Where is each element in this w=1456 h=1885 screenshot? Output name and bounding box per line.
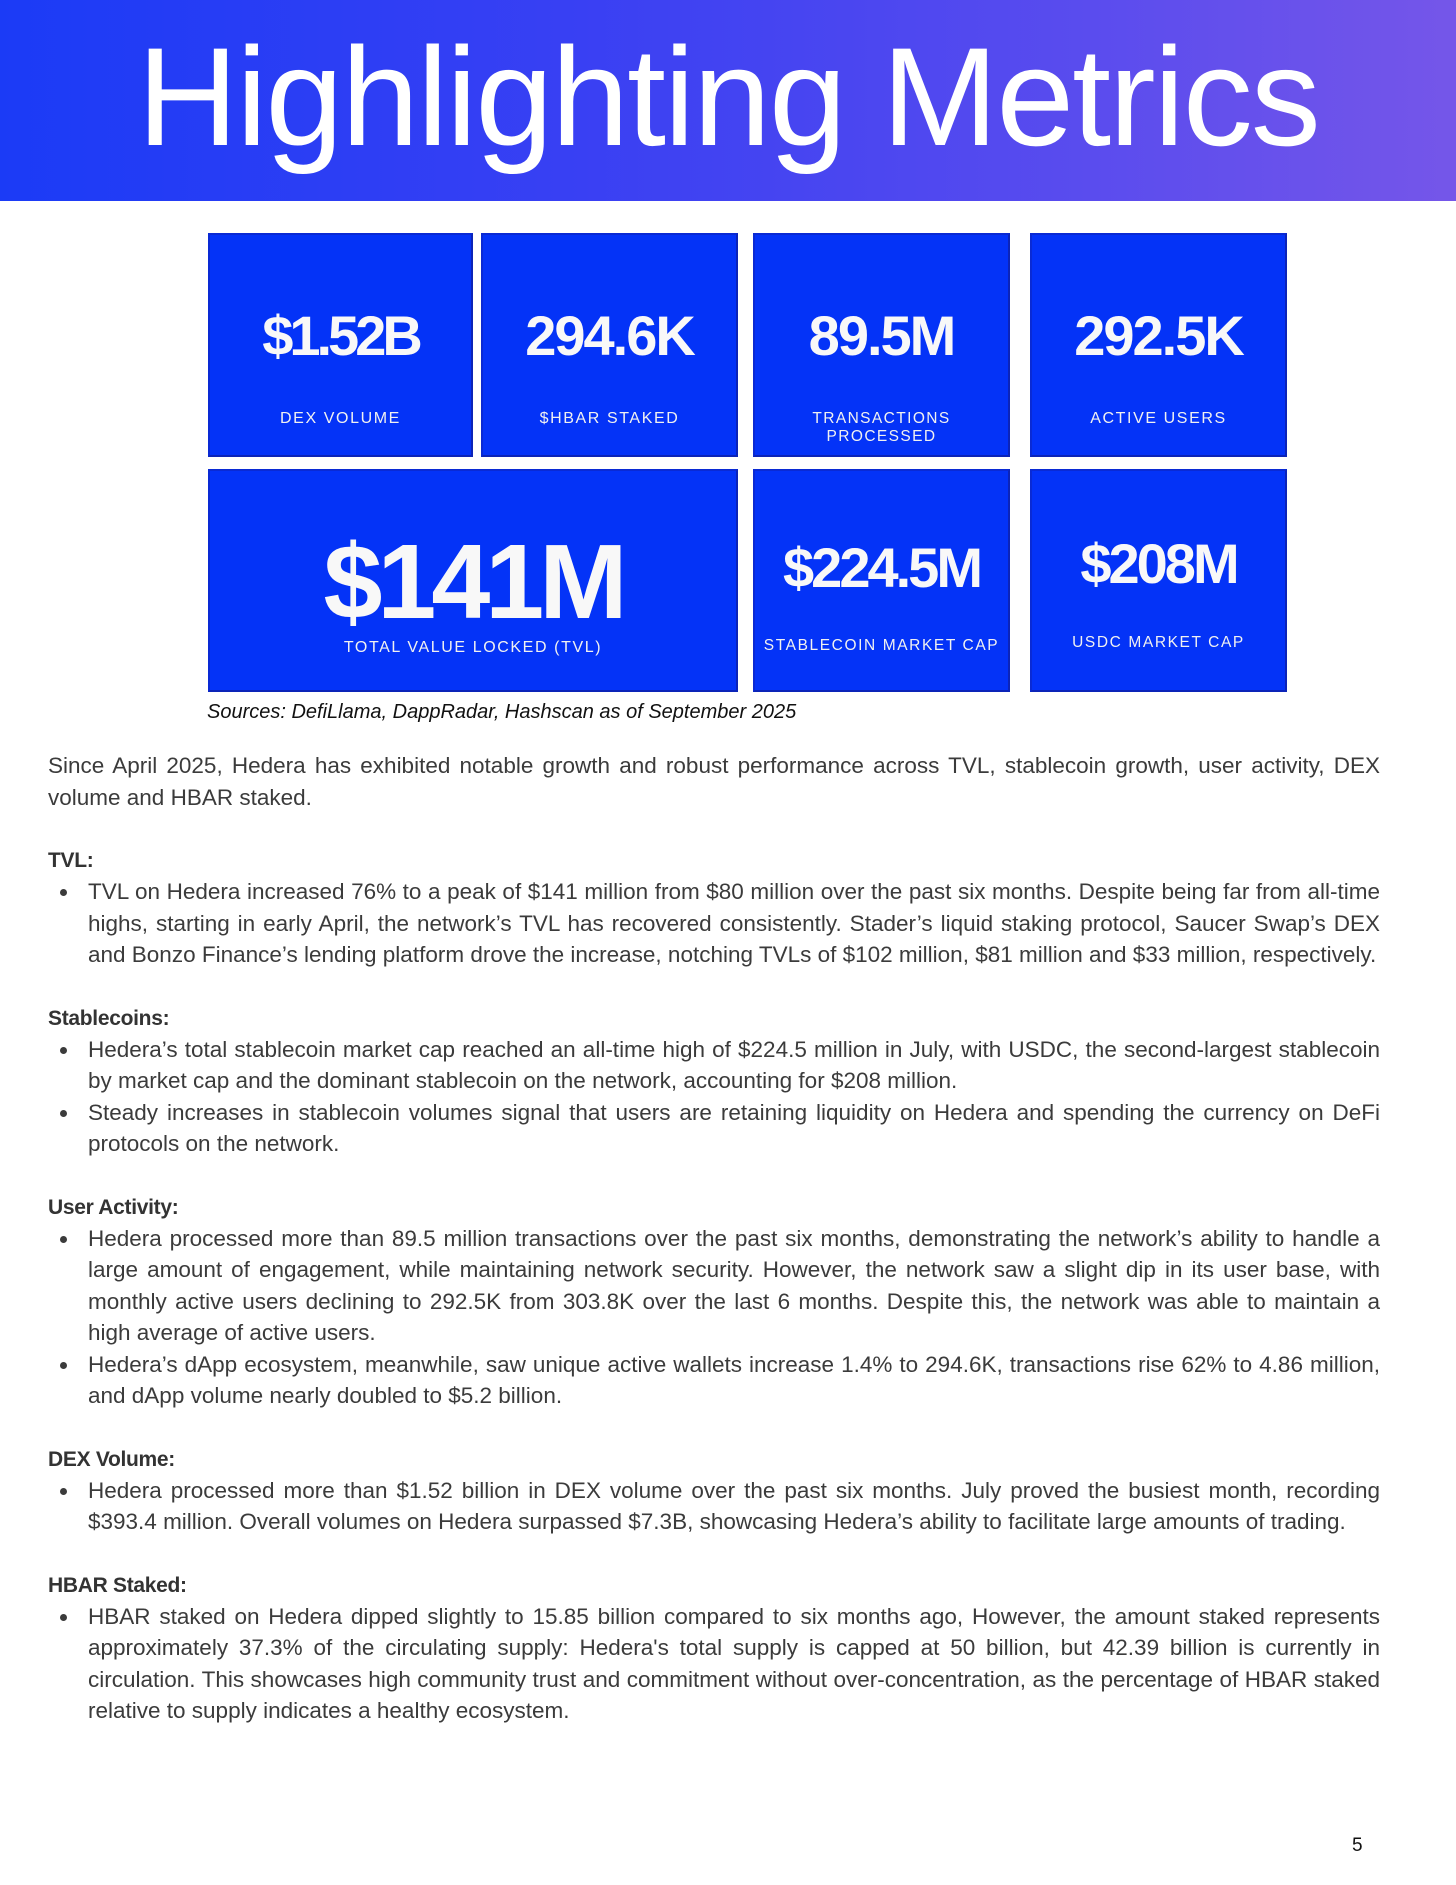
metric-value: $1.52B (262, 304, 419, 367)
bullet-text: Hedera’s dApp ecosystem, meanwhile, saw unique active wallets increase 1.4% to 294.6K, transactions rise 62% to 4.86 million, and dApp volume nearly doubled to $5.2 billion. (88, 1351, 1380, 1408)
bullet-item (48, 1097, 1380, 1160)
bullet-icon (60, 1236, 67, 1243)
section-hbar-staked (48, 1570, 1380, 1727)
metric-label: TRANSACTIONS PROCESSED (812, 410, 951, 445)
bullet-item (48, 1223, 1380, 1349)
bullet-item (48, 876, 1380, 971)
section-heading: DEX Volume: (48, 1447, 175, 1471)
bullet-icon (60, 1362, 67, 1369)
title-banner (0, 0, 1456, 201)
bullet-text: HBAR staked on Hedera dipped slightly to 15.85 billion compared to six months ago, However, the amount staked represents approximately 37.3% of the circulating supply: Hedera's total supply is capped at 50 billion, but 42.39 billion is currently in circulation. This showcases high community trust and commitment without over-concentration, as the percentage of HBAR staked relative to supply indicates a healthy ecosystem. (88, 1603, 1380, 1723)
bullet-list (48, 876, 1380, 971)
metric-label: $HBAR STAKED (539, 410, 680, 427)
bullet-item (48, 1601, 1380, 1727)
metric-label: STABLECOIN MARKET CAP (763, 637, 1000, 654)
bullet-list (48, 1475, 1380, 1538)
section-user-activity (48, 1192, 1380, 1412)
metric-label: TOTAL VALUE LOCKED (TVL) (343, 639, 603, 656)
bullet-text: TVL on Hedera increased 76% to a peak of $141 million from $80 million over the past six months. Despite being far from all-time highs, starting in early April, the network’s TVL has recovered consistently. Stader’s liquid staking protocol, Saucer Swap’s DEX and Bonzo Finance’s lending platform drove the increase, notching TVLs of $102 million, $81 million and $33 million, respectively. (88, 879, 1380, 967)
metric-value: 294.6K (525, 304, 694, 367)
bullet-text: Steady increases in stablecoin volumes signal that users are retaining liquidity on Hedera and spending the currency on DeFi protocols on the network. (88, 1099, 1380, 1156)
metric-label: DEX VOLUME (280, 410, 401, 427)
page-number: 5 (1352, 1835, 1363, 1856)
bullet-icon (60, 889, 67, 896)
metric-tile-active-users (1030, 233, 1287, 457)
metric-label: ACTIVE USERS (1090, 410, 1227, 427)
section-heading: User Activity: (48, 1195, 179, 1219)
page-title: Highlighting Metrics (137, 18, 1319, 175)
metric-value: 89.5M (808, 304, 955, 367)
bullet-text: Hedera processed more than 89.5 million transactions over the past six months, demonstrating the network’s ability to handle a large amount of engagement, while maintaining network security. However, the network saw a slight dip in its user base, with monthly active users declining to 292.5K from 303.8K over the last 6 months. Despite this, the network was able to maintain a high average of active users. (88, 1225, 1380, 1345)
section-heading: TVL: (48, 849, 94, 872)
bullet-list (48, 1223, 1380, 1412)
metric-tile-hbar-staked (481, 233, 738, 457)
section-heading: Stablecoins: (48, 1006, 170, 1030)
bullet-icon (60, 1488, 67, 1495)
sources-caption: Sources: DefiLlama, DappRadar, Hashscan as of September 2025 (207, 701, 797, 723)
bullet-item (48, 1034, 1380, 1097)
metric-tile-stablecoin-market-cap (753, 469, 1010, 692)
metric-tile-transactions (753, 233, 1010, 457)
intro-paragraph: Since April 2025, Hedera has exhibited notable growth and robust performance across TVL, stablecoin growth, user activity, DEX volume and HBAR staked. (48, 753, 1380, 810)
bullet-icon (60, 1614, 67, 1621)
section-heading: HBAR Staked: (48, 1573, 187, 1597)
metric-tile-dex-volume (208, 233, 473, 457)
bullet-icon (60, 1047, 67, 1054)
metric-tile-usdc-market-cap (1030, 469, 1287, 692)
section-dex-volume (48, 1444, 1380, 1538)
metric-label: USDC MARKET CAP (1072, 634, 1245, 651)
bullet-icon (60, 1110, 67, 1117)
metric-value: $141M (323, 523, 623, 641)
section-tvl (48, 845, 1380, 971)
bullet-text: Hedera processed more than $1.52 billion in DEX volume over the past six months. July proved the busiest month, recording $393.4 million. Overall volumes on Hedera surpassed $7.3B, showcasing Hedera’s ability to facilitate large amounts of trading. (88, 1477, 1380, 1534)
bullet-list (48, 1601, 1380, 1727)
metric-tile-tvl (208, 469, 738, 692)
bullet-item (48, 1475, 1380, 1538)
metric-value: $224.5M (783, 536, 980, 599)
section-stablecoins (48, 1003, 1380, 1160)
body-content (48, 750, 1380, 1727)
bullet-list (48, 1034, 1380, 1160)
bullet-item (48, 1349, 1380, 1412)
metric-value: $208M (1080, 532, 1237, 595)
bullet-text: Hedera’s total stablecoin market cap reached an all-time high of $224.5 million in July, with USDC, the second-largest stablecoin by market cap and the dominant stablecoin on the network, accounting for $208 million. (88, 1036, 1380, 1093)
metric-value: 292.5K (1074, 304, 1243, 367)
